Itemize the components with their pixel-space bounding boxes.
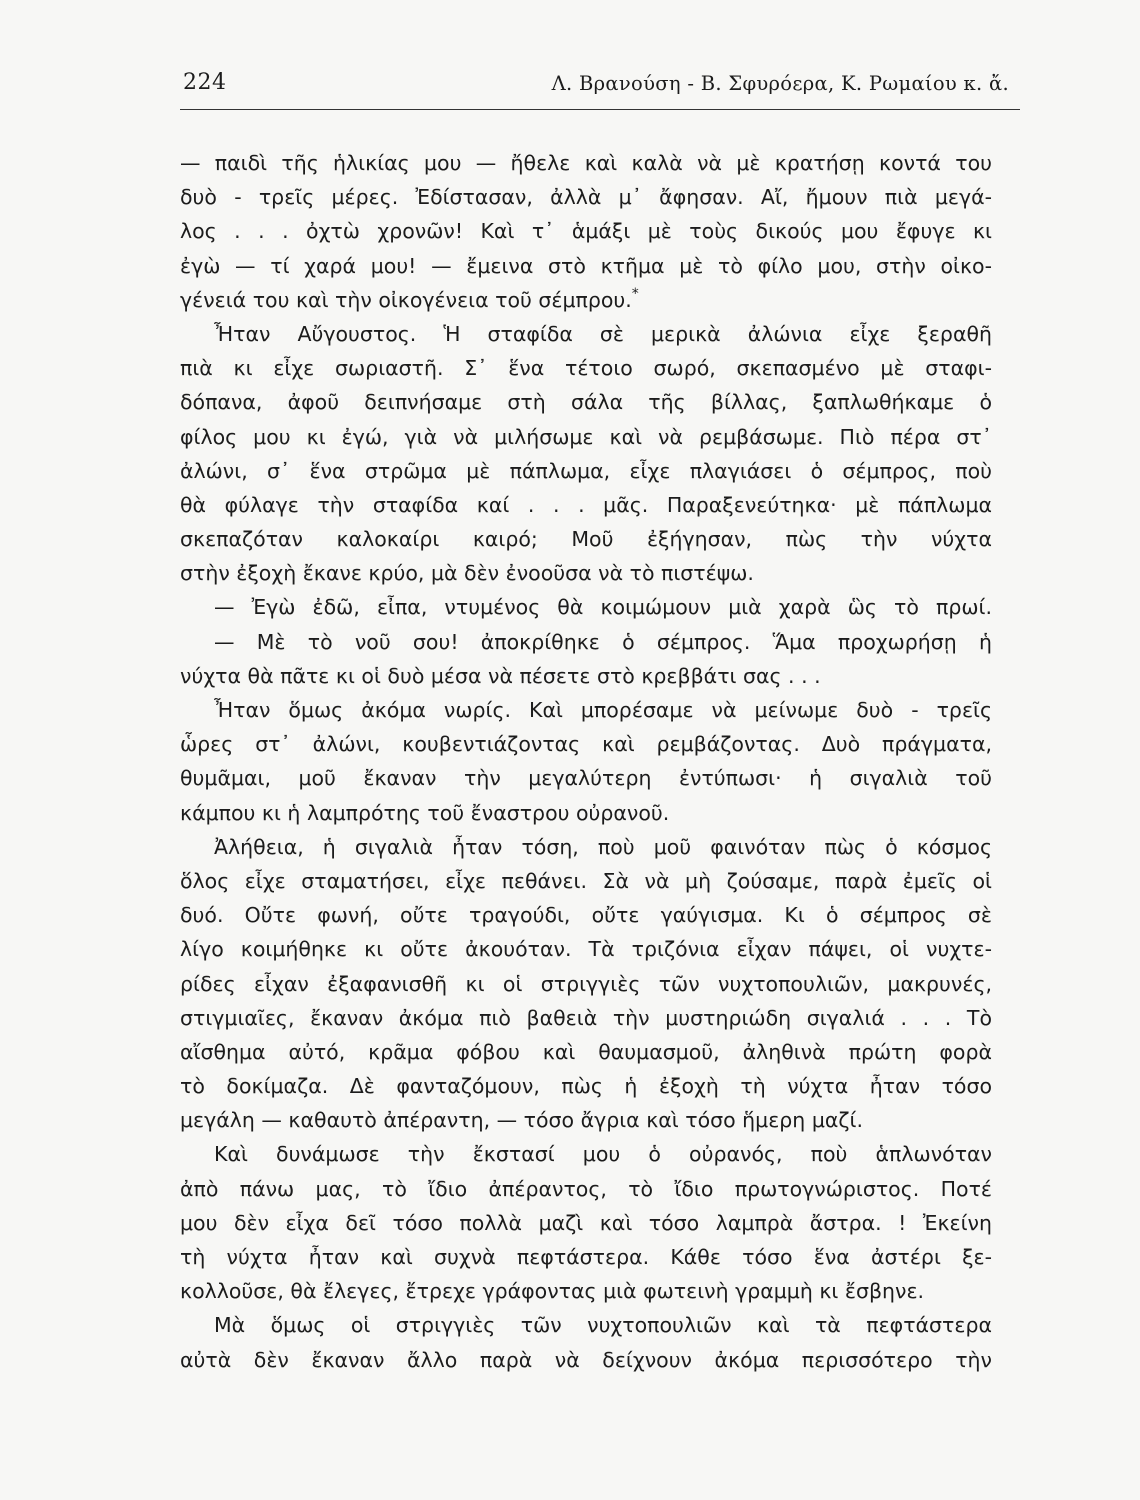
text-line: Ἀλήθεια, ἡ σιγαλιὰ ἦταν τόση, ποὺ μοῦ φαινόταν πὼς ὁ κόσμος bbox=[214, 834, 992, 859]
page-header bbox=[183, 70, 1023, 104]
text-line: Μὰ ὅμως οἱ στριγγιὲς τῶν νυχτοπουλιῶν καὶ τὰ πεφτάστερα bbox=[214, 1313, 992, 1338]
text-line: πιὰ κι εἶχε σωριαστῆ. Σ᾽ ἕνα τέτοιο σωρό, σκεπασμένο μὲ σταφι- bbox=[180, 356, 992, 381]
body-text bbox=[180, 146, 992, 1377]
text-line: στὴν ἐξοχὴ ἔκανε κρύο, μὰ δὲν ἐνοοῦσα νὰ τὸ πιστέψω. bbox=[180, 561, 754, 586]
text-line: τὴ νύχτα ἦταν καὶ συχνὰ πεφτάστερα. Κάθε τόσο ἕνα ἀστέρι ξε- bbox=[180, 1245, 992, 1269]
text-line: μου δὲν εἶχα δεῖ τόσο πολλὰ μαζὶ καὶ τόσο λαμπρὰ ἄστρα. ! Ἐκείνη bbox=[180, 1210, 992, 1235]
text-line: — παιδὶ τῆς ἡλικίας μου — ἤθελε καὶ καλὰ νὰ μὲ κρατήσῃ κοντά του bbox=[180, 151, 992, 175]
text-line: αἴσθημα αὐτό, κρᾶμα φόβου καὶ θαυμασμοῦ, ἀληθινὰ πρώτη φορὰ bbox=[180, 1039, 992, 1064]
text-line: ἐγὼ — τί χαρά μου! — ἔμεινα στὸ κτῆμα μὲ τὸ φίλο μου, στὴν οἰκο- bbox=[180, 253, 992, 278]
text-line: — Μὲ τὸ νοῦ σου! ἀποκρίθηκε ὁ σέμπρος. Ἅμα προχωρήσῃ ἡ bbox=[214, 629, 992, 654]
running-title: Λ. Βρανούση - Β. Σφυρόερα, Κ. Ρωμαίου κ. ἄ. bbox=[551, 72, 1009, 95]
footnote-marker: * bbox=[631, 285, 639, 302]
text-line: ὧρες στ᾽ ἀλώνι, κουβεντιάζοντας καὶ ρεμβάζοντας. Δυὸ πράγματα, bbox=[180, 732, 992, 757]
text-line: φίλος μου κι ἐγώ, γιὰ νὰ μιλήσωμε καὶ νὰ ρεμβάσωμε. Πιὸ πέρα στ᾽ bbox=[180, 424, 992, 449]
text-line: κολλοῦσε, θὰ ἔλεγες, ἔτρεχε γράφοντας μιὰ φωτεινὴ γραμμὴ κι ἔσβηνε. bbox=[180, 1279, 925, 1304]
text-line: λος . . . ὀχτὼ χρονῶν! Καὶ τ᾽ ἁμάξι μὲ τοὺς δικούς μου ἔφυγε κι bbox=[180, 219, 992, 244]
text-line: δυὸ - τρεῖς μέρες. Ἐδίστασαν, ἀλλὰ μ᾽ ἄφησαν. Αἴ, ἤμουν πιὰ μεγά- bbox=[180, 185, 992, 210]
text-line: νύχτα θὰ πᾶτε κι οἱ δυὸ μέσα νὰ πέσετε στὸ κρεββάτι σας . . . bbox=[180, 663, 821, 688]
text-line: Καὶ δυνάμωσε τὴν ἔκστασί μου ὁ οὐρανός, ποὺ ἁπλωνόταν bbox=[214, 1142, 992, 1167]
text-line: κάμπου κι ἡ λαμπρότης τοῦ ἔναστρου οὐρανοῦ. bbox=[180, 800, 670, 825]
text-line: δυό. Οὔτε φωνή, οὔτε τραγούδι, οὔτε γαύγισμα. Κι ὁ σέμπρος σὲ bbox=[180, 903, 992, 928]
text-line: Ἦταν ὅμως ἀκόμα νωρίς. Καὶ μπορέσαμε νὰ μείνωμε δυὸ - τρεῖς bbox=[214, 698, 992, 722]
text-line: ἀλώνι, σ᾽ ἕνα στρῶμα μὲ πάπλωμα, εἶχε πλαγιάσει ὁ σέμπρος, ποὺ bbox=[180, 458, 992, 483]
text-line: αὐτὰ δὲν ἔκαναν ἄλλο παρὰ νὰ δείχνουν ἀκόμα περισσότερο τὴν bbox=[180, 1347, 992, 1372]
text-line: σκεπαζόταν καλοκαίρι καιρό; Μοῦ ἐξήγησαν, πὼς τὴν νύχτα bbox=[180, 527, 992, 552]
text-line: Ἦταν Αὔγουστος. Ἡ σταφίδα σὲ μερικὰ ἀλώνια εἶχε ξεραθῆ bbox=[214, 321, 992, 346]
header-rule bbox=[180, 109, 1020, 110]
text-line: ρίδες εἶχαν ἐξαφανισθῆ κι οἱ στριγγιὲς τῶν νυχτοπουλιῶν, μακρυνές, bbox=[180, 971, 992, 996]
text-line: μεγάλη — καθαυτὸ ἀπέραντη, — τόσο ἄγρια καὶ τόσο ἥμερη μαζί. bbox=[180, 1108, 863, 1133]
text-line: λίγο κοιμήθηκε κι οὔτε ἀκουόταν. Τὰ τριζόνια εἶχαν πάψει, οἱ νυχτε- bbox=[180, 937, 992, 962]
text-line: — Ἐγὼ ἐδῶ, εἶπα, ντυμένος θὰ κοιμώμουν μιὰ χαρὰ ὣς τὸ πρωί. bbox=[214, 595, 992, 620]
text-line: ὅλος εἶχε σταματήσει, εἶχε πεθάνει. Σὰ νὰ μὴ ζούσαμε, παρὰ ἐμεῖς οἱ bbox=[180, 868, 992, 893]
text-line: τὸ δοκίμαζα. Δὲ φανταζόμουν, πὼς ἡ ἐξοχὴ τὴ νύχτα ἦταν τόσο bbox=[180, 1074, 992, 1099]
text-line-content: γένειά του καὶ τὴν οἰκογένεια τοῦ σέμπρου. bbox=[180, 287, 632, 312]
text-line: θὰ φύλαγε τὴν σταφίδα καί . . . μᾶς. Παραξενεύτηκα· μὲ πάπλωμα bbox=[180, 492, 992, 517]
text-line: θυμᾶμαι, μοῦ ἔκαναν τὴν μεγαλύτερη ἐντύπωσι· ἡ σιγαλιὰ τοῦ bbox=[180, 766, 992, 791]
text-line bbox=[180, 283, 992, 317]
text-line: ἀπὸ πάνω μας, τὸ ἴδιο ἀπέραντος, τὸ ἴδιο πρωτογνώριστος. Ποτέ bbox=[180, 1176, 992, 1201]
text-line: στιγμιαῖες, ἔκαναν ἀκόμα πιὸ βαθειὰ τὴν μυστηριώδη σιγαλιά . . . Τὸ bbox=[180, 1005, 992, 1030]
page-number: 224 bbox=[183, 70, 227, 95]
text-line: δόπανα, ἀφοῦ δειπνήσαμε στὴ σάλα τῆς βίλλας, ξαπλωθήκαμε ὁ bbox=[180, 390, 992, 415]
